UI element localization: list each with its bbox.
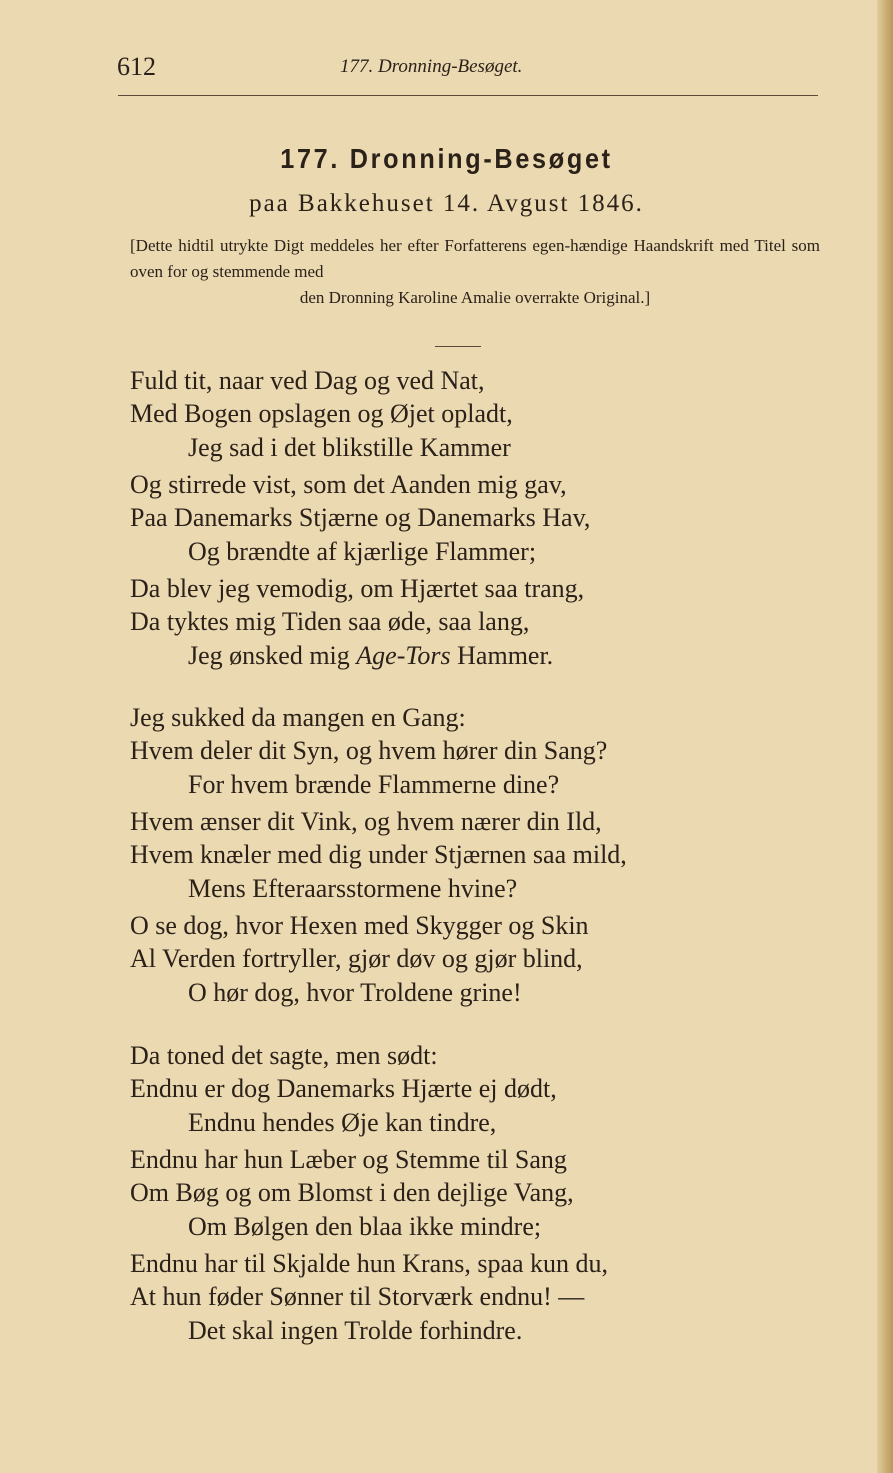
editorial-note: [130, 233, 820, 311]
verse-text: Med Bogen opslagen og Øjet opladt,: [130, 399, 513, 428]
verse-line: [130, 1249, 608, 1279]
verse-emphasis: Age-Tors: [356, 641, 451, 670]
verse-text: Hvem knæler med dig under Stjærnen saa mild,: [130, 840, 627, 869]
verse-line: [130, 1074, 557, 1104]
verse-text: Jeg ønsked mig: [188, 641, 357, 670]
verse-line: [130, 1145, 567, 1175]
verse-text: Fuld tit, naar ved Dag og ved Nat,: [130, 366, 485, 395]
verse-line: [130, 1282, 584, 1312]
header-rule: [118, 95, 818, 96]
verse-text: Om Bølgen den blaa ikke mindre;: [188, 1212, 542, 1241]
verse-line: [188, 978, 522, 1008]
verse-text: Al Verden fortryller, gjør døv og gjør blind,: [130, 944, 583, 973]
verse-line: [130, 574, 584, 604]
verse-text: Jeg sad i det blikstille Kammer: [188, 433, 511, 462]
verse-line: [130, 840, 627, 870]
verse-text: O se dog, hvor Hexen med Skygger og Skin: [130, 911, 589, 940]
page-number: 612: [117, 52, 156, 81]
verse-text: Og brændte af kjærlige Flammer;: [188, 537, 537, 566]
verse-text: Endnu hendes Øje kan tindre,: [188, 1108, 497, 1137]
verse-text: For hvem brænde Flammerne dine?: [188, 770, 560, 799]
verse-text: Endnu er dog Danemarks Hjærte ej dødt,: [130, 1074, 557, 1103]
poem-title: 177. Dronning-Besøget: [280, 143, 613, 174]
verse-text: Endnu har til Skjalde hun Krans, spaa kun du,: [130, 1249, 609, 1278]
page-edge: [877, 0, 893, 1473]
verse-line: [188, 1316, 522, 1346]
verse-text: Om Bøg og om Blomst i den dejlige Vang,: [130, 1178, 574, 1207]
verse-text: Paa Danemarks Stjærne og Danemarks Hav,: [130, 503, 591, 532]
verse-line: [130, 503, 590, 533]
verse-text: Endnu har hun Læber og Stemme til Sang: [130, 1145, 567, 1174]
verse-text: Da toned det sagte, men sødt:: [130, 1041, 438, 1070]
verse-text: Hvem deler dit Syn, og hvem hører din Sang?: [130, 736, 608, 765]
verse-line: [188, 641, 553, 671]
verse-line: [130, 944, 583, 974]
verse-text: Jeg sukked da mangen en Gang:: [130, 703, 466, 732]
verse-line: [130, 1178, 574, 1208]
note-text: [Dette hidtil utrykte Digt meddeles her efter Forfatterens egen-hændige Haandskrift med Titel som oven for og stemmende med: [130, 236, 820, 281]
poem-subtitle: paa Bakkehuset 14. Avgust 1846.: [249, 190, 644, 217]
section-divider: [435, 346, 481, 347]
verse-text: Mens Efteraarsstormene hvine?: [188, 874, 518, 903]
verse-text: Og stirrede vist, som det Aanden mig gav,: [130, 470, 567, 499]
verse-line: [188, 537, 536, 567]
verse-text: At hun føder Sønner til Storværk endnu! —: [130, 1282, 585, 1311]
verse-line: [130, 366, 485, 396]
verse-text: O hør dog, hvor Troldene grine!: [188, 978, 522, 1007]
verse-line: [188, 770, 559, 800]
verse-line: [130, 470, 567, 500]
verse-line: [188, 1108, 496, 1138]
verse-text: Hvem ænser dit Vink, og hvem nærer din Ild,: [130, 807, 602, 836]
verse-line: [130, 1041, 438, 1071]
verse-line: [130, 607, 529, 637]
verse-line: [130, 703, 466, 733]
verse-text: Det skal ingen Trolde forhindre.: [188, 1316, 523, 1345]
verse-text: Hammer.: [450, 641, 554, 670]
verse-line: [188, 433, 511, 463]
verse-text: Da tyktes mig Tiden saa øde, saa lang,: [130, 607, 530, 636]
running-head: 177. Dronning-Besøget.: [340, 56, 523, 77]
note-last-line: den Dronning Karoline Amalie overrakte Original.]: [299, 288, 651, 307]
verse-line: [130, 911, 589, 941]
verse-line: [130, 807, 602, 837]
verse-text: Da blev jeg vemodig, om Hjærtet saa trang,: [130, 574, 585, 603]
verse-line: [188, 874, 517, 904]
verse-line: [130, 399, 513, 429]
verse-line: [188, 1212, 541, 1242]
verse-line: [130, 736, 607, 766]
